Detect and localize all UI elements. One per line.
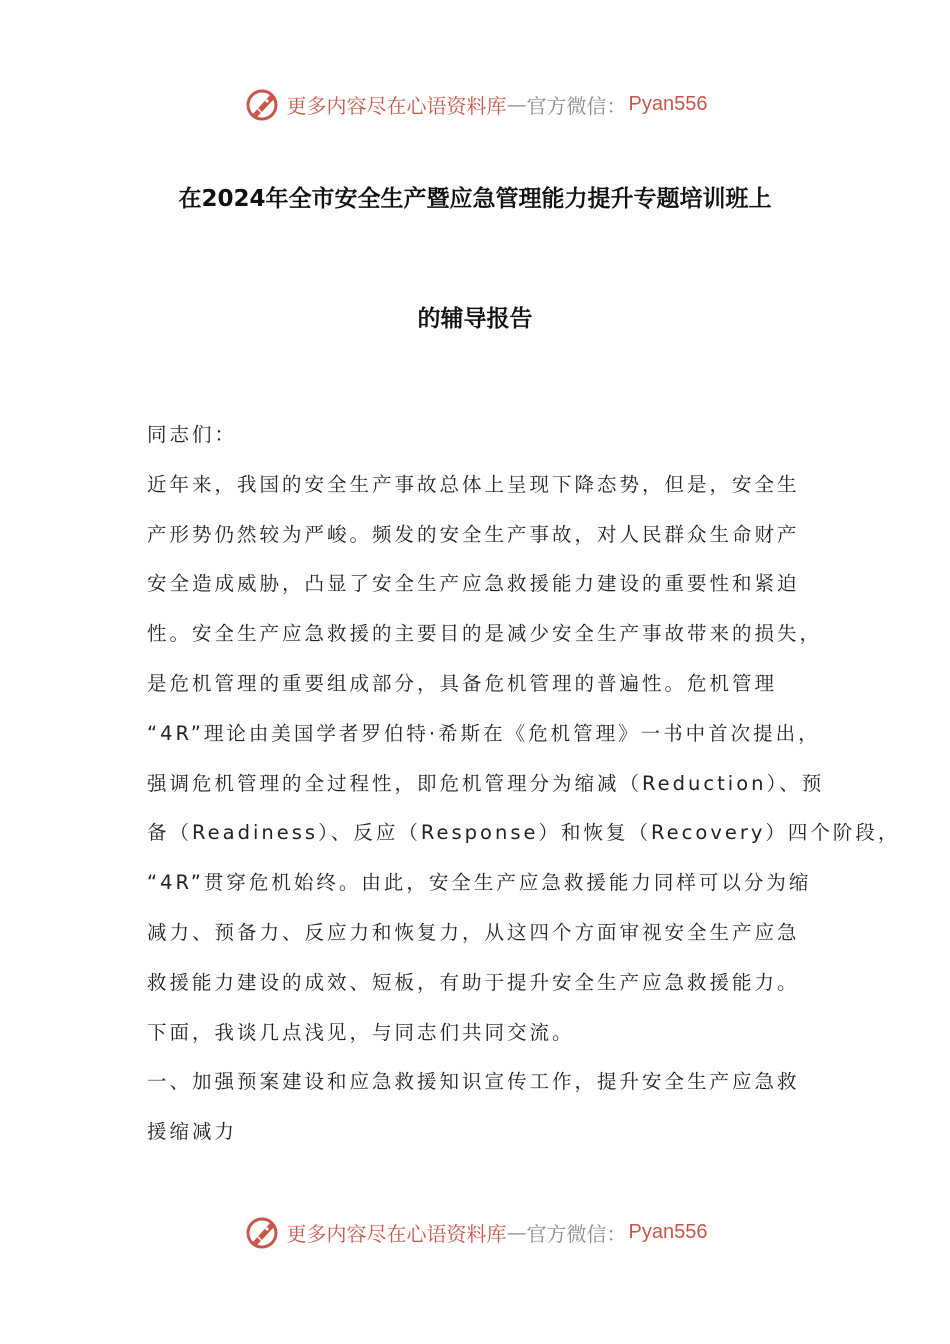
watermark-separator: — — [506, 1220, 527, 1244]
watermark-banner-bottom — [0, 1210, 950, 1254]
body-line: 产形势仍然较为严峻。频发的安全生产事故，对人民群众生命财产 — [147, 522, 800, 546]
section-heading-1: 一、加强预案建设和应急救援知识宣传工作，提升安全生产应急救 — [147, 1070, 800, 1094]
body-line: “4R”理论由美国学者罗伯特·希斯在《危机管理》一书中首次提出， — [147, 721, 821, 745]
body-line: 下面，我谈几点浅见，与同志们共同交流。 — [147, 1020, 575, 1044]
body-line-salutation: 同志们： — [147, 423, 238, 446]
watermark-wechat-handle: Pyan556 — [628, 1220, 708, 1243]
watermark-promo-text: 更多内容尽在心语资料库 — [286, 93, 507, 118]
pen-nib-logo-icon — [243, 84, 283, 124]
body-line: 减力、预备力、反应力和恢复力，从这四个方面审视安全生产应急 — [147, 920, 800, 944]
body-line: 近年来，我国的安全生产事故总体上呈现下降态势，但是，安全生 — [147, 472, 800, 496]
body-line: 强调危机管理的全过程性，即危机管理分为缩减（Reduction）、预 — [147, 771, 825, 795]
body-line: “4R”贯穿危机始终。由此，安全生产应急救援能力同样可以分为缩 — [147, 871, 812, 895]
watermark-wechat-handle: Pyan556 — [628, 92, 708, 115]
body-line: 安全造成威胁，凸显了安全生产应急救援能力建设的重要性和紧迫 — [147, 572, 800, 596]
watermark-wechat-label: 官方微信： — [526, 1221, 627, 1246]
watermark-wechat-label: 官方微信： — [526, 93, 627, 118]
document-title-line-2: 的辅导报告 — [417, 306, 533, 332]
pen-nib-logo-icon — [243, 1212, 283, 1252]
document-body — [147, 410, 901, 1157]
watermark-separator: — — [506, 92, 527, 116]
body-line: 是危机管理的重要组成部分，具备危机管理的普遍性。危机管理 — [147, 671, 778, 695]
watermark-banner-top — [0, 82, 950, 126]
body-line: 性。安全生产应急救援的主要目的是减少安全生产事故带来的损失， — [147, 622, 823, 646]
document-title-line-1: 在2024年全市安全生产暨应急管理能力提升专题培训班上 — [178, 186, 772, 212]
body-line: 备（Readiness）、反应（Response）和恢复（Recovery）四个阶段， — [147, 821, 901, 845]
body-line: 救援能力建设的成效、短板，有助于提升安全生产应急救援能力。 — [147, 970, 800, 994]
watermark-promo-text: 更多内容尽在心语资料库 — [286, 1221, 507, 1246]
section-heading-1-cont: 援缩减力 — [147, 1120, 238, 1144]
